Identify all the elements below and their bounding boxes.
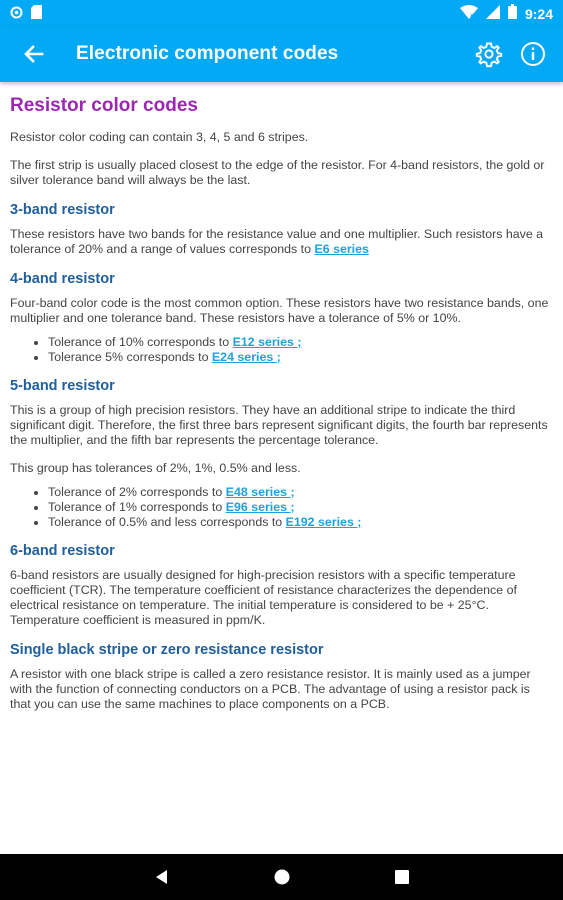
paragraph-zero-resistance: A resistor with one black stripe is called a zero resistance resistor. It is mainly used as a jumper with the function of connecting conductors on a PCB. The advantage of using a resistor pack is that you can use the same machines to place components on a PCB.	[10, 667, 531, 711]
status-bar	[0, 0, 563, 26]
article-title: Resistor color codes	[10, 95, 198, 116]
heading-4-band: 4-band resistor	[10, 271, 115, 287]
clock: 9:24	[524, 6, 553, 22]
sd-card-icon	[31, 5, 42, 24]
link-e24-series[interactable]: E24 series ;	[211, 350, 281, 364]
signal-icon	[486, 5, 500, 24]
home-circle-icon[interactable]	[272, 867, 292, 887]
list-4-band	[10, 335, 550, 365]
intro-paragraph-2: The first strip is usually placed closest to the edge of the resistor. For 4-band resistors, the gold or silver tolerance band will always be the last.	[10, 158, 545, 187]
link-e192-series[interactable]: E192 series ;	[285, 515, 362, 529]
gear-icon[interactable]	[475, 40, 503, 68]
paragraph-6-band: 6-band resistors are usually designed for high-precision resistors with a specific temperature coefficient (TCR). The temperature coefficient of resistance characterizes the dependence of electrical resistance on temperature. The initial temperature is considered to be + 25°C. Temperature coefficient is measured in ppm/K.	[10, 568, 517, 627]
link-e12-series[interactable]: E12 series ;	[232, 335, 302, 349]
list-item: • Tolerance 5% corresponds to E24 series ;	[48, 350, 550, 365]
app-title: Electronic component codes	[76, 43, 339, 64]
list-item: • Tolerance of 0.5% and less corresponds to E192 series ;	[48, 515, 550, 530]
wifi-icon	[460, 5, 478, 24]
app-bar	[0, 26, 563, 82]
link-e48-series[interactable]: E48 series ;	[225, 485, 295, 499]
link-e96-series[interactable]: E96 series ;	[225, 500, 295, 514]
heading-5-band: 5-band resistor	[10, 378, 115, 394]
heading-zero-resistance: Single black stripe or zero resistance resistor	[10, 642, 324, 658]
back-triangle-icon[interactable]	[152, 867, 172, 887]
back-arrow-icon[interactable]	[20, 40, 48, 68]
battery-icon	[508, 4, 517, 24]
list-5-band	[10, 485, 550, 530]
paragraph-5-band-tolerances: This group has tolerances of 2%, 1%, 0.5% and less.	[10, 461, 301, 475]
paragraph-5-band: This is a group of high precision resistors. They have an additional stripe to indicate the third significant digit. Therefore, the first three bars represent significant digits, the fourth bar represents the multiplier, and the fifth bar represents the percentage tolerance.	[10, 403, 548, 447]
heading-6-band: 6-band resistor	[10, 543, 115, 559]
recents-square-icon[interactable]	[392, 867, 412, 887]
article-content	[10, 82, 550, 854]
link-e6-series[interactable]: E6 series	[314, 242, 369, 256]
svg-text:x: x	[469, 12, 473, 19]
paragraph-3-band: These resistors have two bands for the resistance value and one multiplier. Such resistors have a tolerance of 20% and a range of values corresponds to E6 series	[10, 227, 544, 256]
paragraph-4-band: Four-band color code is the most common option. These resistors have two resistance bands, one multiplier and one tolerance band. These resistors have a tolerance of 5% or 10%.	[10, 296, 549, 325]
list-item: • Tolerance of 10% corresponds to E12 series ;	[48, 335, 550, 350]
info-icon[interactable]	[519, 40, 547, 68]
list-item: • Tolerance of 2% corresponds to E48 series ;	[48, 485, 550, 500]
circle-notification-icon	[10, 6, 23, 24]
intro-paragraph-1: Resistor color coding can contain 3, 4, 5 and 6 stripes.	[10, 130, 309, 144]
heading-3-band: 3-band resistor	[10, 202, 115, 218]
navigation-bar	[0, 854, 563, 900]
list-item: • Tolerance of 1% corresponds to E96 series ;	[48, 500, 550, 515]
